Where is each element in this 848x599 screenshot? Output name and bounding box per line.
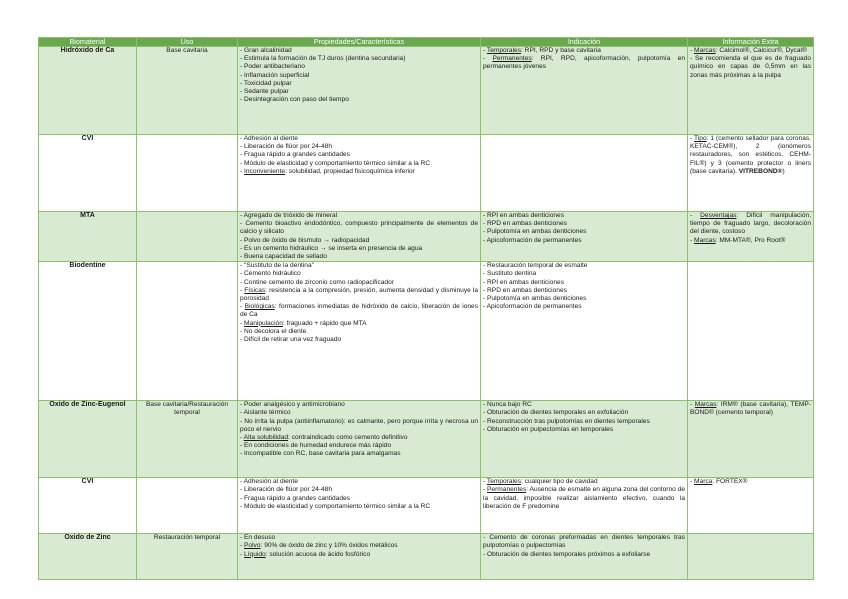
ind-line: - RPI en ambas denticiones [483,212,564,219]
extra-line: - Marca: FORTEX® [690,478,748,486]
prop-line: - No decolora el diente [240,327,307,335]
indicacion-cell [481,534,688,580]
ind-line: - Nunca bajo RC [483,401,532,409]
header-indicacion: Indicación [481,38,688,47]
indicacion-cell [481,478,688,534]
table-row [39,47,814,135]
prop-line: - Contine cemento de zirconio como radiopacificador [240,278,394,286]
biomaterials-table [38,37,814,580]
ind-line: - Restauración temporal de esmalte [483,262,588,270]
prop-line: - Fragua rápido a grandes cantidades [240,494,350,502]
extra-line: - Tipo: 1 (cemento sellador para coronas. KETAC-CEM®), 2 (ionómeros restauradores, son estéticos. CEHM-FIL®) y 3 (cemento protector o liners (base cavitaria). VITREBOND®) [690,135,811,175]
prop-line: - "Sustituto de la dentina" [240,262,314,270]
prop-line: - Difícil de retirar una vez fraguado [240,336,342,344]
material-cell: Biodentine [39,262,137,401]
propiedades-cell [238,262,481,401]
extra-cell [688,401,814,478]
prop-line: - Sedante pulpar [240,88,289,96]
table-row [39,212,814,262]
propiedades-cell [238,478,481,534]
prop-line: - Adhesión al diente [240,478,298,486]
ind-line: - Temporales: cualquier tipo de cavidad [483,478,598,486]
prop-line: - Líquido: solución acuosa de ácido fosfórico [240,550,371,558]
extra-line: - Marcas: IRM® (base cavitaria), TEMP-BOND® (cemento temporal) [690,401,811,417]
extra-cell [688,478,814,534]
ind-line: - Cemento de coronas preformadas en dientes temporales tras pulpotomías o pulpectomías [483,534,685,550]
propiedades-cell [238,534,481,580]
header-uso: Uso [137,38,238,47]
prop-line: - Físicas: resistencia a la compresión, presión, aumenta densidad y disminuye la porosidad [240,286,478,303]
extra-cell [688,135,814,212]
header-biomaterial: Biomaterial [39,38,137,47]
indicacion-cell [481,135,688,212]
prop-line: - Agregado de trióxido de mineral [240,212,338,219]
prop-line: - Manipulación: fraguado + rápido que MTA [240,319,367,327]
prop-line: - Es un cemento hidráulico → se inserta en presencia de agua [240,244,423,252]
ind-line: - Obturación de dientes temporales en exfoliación [483,409,629,417]
extra-line: - Se recomienda el que es de fraguado químico en capas de 0,5mm en las zonas más próximas a la pulpa [690,55,811,79]
table-row [39,135,814,212]
propiedades-cell [238,47,481,135]
material-cell: MTA [39,212,137,262]
uso-cell [137,262,238,401]
ind-line: - Permanentes: Ausencia de esmalte en alguna zona del contorno de la cavidad, imposible realizar aislamiento efectivo, cuando la liberación de F predomine [483,486,685,510]
material-cell: CVI [39,478,137,534]
prop-line: - Fragua rápido a grandes cantidades [240,151,350,159]
prop-line: - Incompatible con RC, base cavitaria para amalgamas [240,450,401,458]
prop-line: - Alta solubilidad: contraindicado como cemento definitivo [240,434,408,442]
prop-line: - Buena capacidad de sellado [240,253,327,261]
ind-line: - Reconstrucción tras pulpotomías en dientes temporales [483,417,650,425]
table-row [39,401,814,478]
table-row [39,478,814,534]
indicacion-cell [481,401,688,478]
uso-cell: Base cavitaria/Restauración temporal [137,401,238,478]
ind-line: - Permanentes: RPI, RPD, apicoformación, pulpotomía en permanentes jóvenes [483,55,686,71]
table-row [39,262,814,401]
prop-line: - Liberación de flúor por 24-48h [240,486,333,494]
ind-line: - Apicoformación de permanentes [483,236,582,244]
ind-line: - Apicoformación de permanentes [483,303,582,311]
material-cell: CVI [39,135,137,212]
indicacion-cell [481,47,688,135]
uso-cell [137,478,238,534]
extra-line: - Marcas: Calcimol®, Calcicur®, Dycal® [690,47,807,54]
propiedades-cell [238,401,481,478]
extra-cell [688,212,814,262]
ind-line: - Sustituto dentina [483,270,537,278]
ind-line: - Temporales: RPI, RPD y base cavitaria [483,47,601,54]
prop-line: - Módulo de elasticidad y comportamiento térmico similar a la RC [240,159,431,167]
prop-line: - Inflamación superficial [240,71,310,79]
extra-line: - Marcas: MM-MTA®, Pro Root® [690,236,786,244]
prop-line: - Adhesión al diente [240,135,298,142]
header-row [39,38,814,47]
material-cell: Oxido de Zinc [39,534,137,580]
propiedades-cell [238,212,481,262]
ind-line: - Pulpotomía en ambas denticiones [483,295,587,303]
material-cell: Oxido de Zinc-Eugenol [39,401,137,478]
prop-line: - Biológicas: formaciones inmediatas de hidróxido de calcio, liberación de iones de Ca [240,303,479,319]
prop-line: - Aislante térmico [240,409,291,417]
ind-line: - Obturación en pulpectomías en temporales [483,425,614,433]
indicacion-cell [481,262,688,401]
uso-cell [137,135,238,212]
prop-line: - Poder analgésico y antimicrobiano [240,401,345,409]
prop-line: - En condiciones de humedad endurece más rápido [240,442,392,450]
extra-cell [688,262,814,401]
extra-cell [688,534,814,580]
prop-line: - Cemento hidráulico [240,270,301,278]
extra-cell [688,47,814,135]
indicacion-cell [481,212,688,262]
prop-line: - Módulo de elasticidad y comportamiento térmico similar a la RC [240,502,431,510]
prop-line: - No irrita la pulpa (antiinflamatorio): es calmante, pero porque irrita y necrosa un poco el nervio [240,417,478,433]
ind-line: - Obturación de dientes temporales próximos a exfoliarse [483,550,651,558]
prop-line: - Polvo de óxido de bismuto → radiopacidad [240,236,370,244]
prop-line: - Poder antibacteriano [240,63,305,71]
ind-line: - Pulpotomía en ambas denticiones [483,228,587,236]
header-informacion-extra: Información Extra [688,38,814,47]
table-row [39,534,814,580]
ind-line: - RPI en ambas denticiones [483,278,564,286]
header-propiedades: Propiedades/Características [238,38,481,47]
uso-cell: Restauración temporal [137,534,238,580]
prop-line: - Liberación de flúor por 24-48h [240,143,333,151]
prop-line: - Cemento bioactivo endodóntico, compuesto principalmente de elementos de calcio y silicato [240,220,478,236]
prop-line: - Gran alcalinidad [240,47,292,54]
prop-line: - Polvo: 90% de óxido de zinc y 10% óxidos metálicos [240,542,398,550]
prop-line: - Estimula la formación de TJ duros (dentina secundaria) [240,55,406,63]
ind-line: - RPD en ambas denticiones [483,286,567,294]
prop-line: - Toxicidad pulpar [240,79,292,87]
prop-line: - Inconveniente: solubilidad, propiedad fisicoquímica inferior [240,167,415,175]
uso-cell: Base cavitaria [137,47,238,135]
uso-cell [137,212,238,262]
extra-line: - Desventajas: Difícil manipulación, tiempo de fraguado largo, decoloración del diente, costoso [690,212,811,236]
prop-line: - Desintegración con paso del tiempo [240,96,349,104]
propiedades-cell [238,135,481,212]
material-cell: Hidróxido de Ca [39,47,137,135]
ind-line: - RPD en ambas denticiones [483,220,567,228]
prop-line: - En desuso [240,534,276,542]
